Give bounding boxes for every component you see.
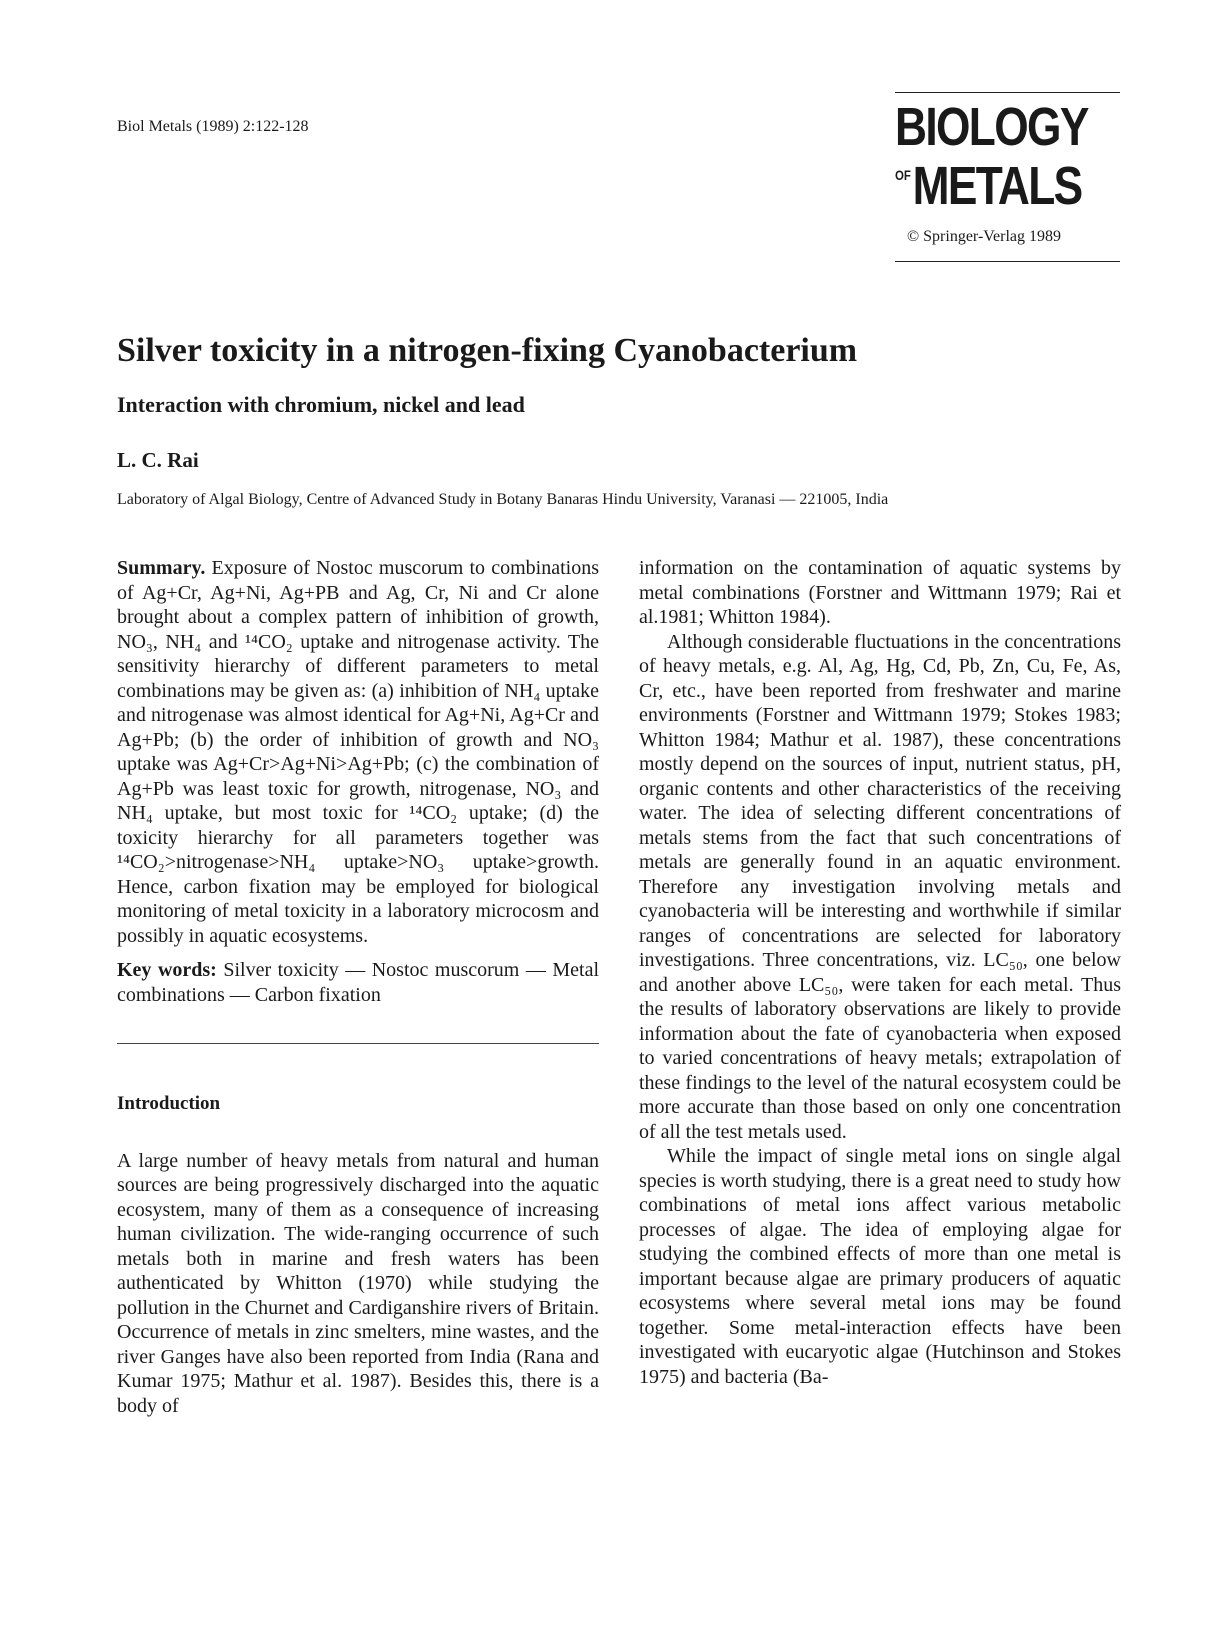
keywords-label: Key words: — [117, 959, 217, 981]
masthead-top-rule — [895, 92, 1120, 93]
keywords-text: Silver toxicity — Nostoc muscorum — Metal combinations — Carbon fixation — [117, 959, 599, 1006]
section-divider — [117, 1043, 599, 1044]
right-column — [639, 556, 1121, 1389]
left-column — [117, 556, 599, 1418]
journal-logo-of: OF — [895, 167, 911, 183]
journal-citation: Biol Metals (1989) 2:122-128 — [117, 118, 309, 135]
author-name: L. C. Rai — [117, 448, 199, 472]
author-affiliation: Laboratory of Algal Biology, Centre of Advanced Study in Botany Banaras Hindu University, Varanasi — 221005, India — [117, 491, 889, 508]
keywords-paragraph — [117, 958, 599, 1007]
article-subtitle: Interaction with chromium, nickel and lead — [117, 392, 525, 417]
introduction-paragraph-1: A large number of heavy metals from natural and human sources are being progressively discharged into the aquatic ecosystem, many of them as a consequence of increasing human civilization. The wide-ranging occurrence of such metals both in marine and fresh waters has been authenticated by Whitton (1970) while studying the pollution in the Churnet and Cardiganshire rivers of Britain. Occurrence of metals in zinc smelters, mine wastes, and the river Ganges have also been reported from India (Rana and Kumar 1975; Mathur et al. 1987). Besides this, there is a body of — [117, 1149, 599, 1417]
introduction-paragraph-2: Although considerable fluctuations in the concentrations of heavy metals, e.g. Al, Ag, Hg, Cd, Pb, Zn, Cu, Fe, As, Cr, etc., have been reported from freshwater and marine environments (Forstner and Wittmann 1979; Stokes 1983; Whitton 1984; Mathur et al. 1987), these concentrations mostly depend on the sources of input, nutrient status, pH, organic contents and other characteristics of the receiving water. The idea of selecting different concentrations of metals stems from the fact that such concentrations of metals are generally found in an aquatic environment. Therefore any investigation involving metals and cyanobacteria will be interesting and worthwhile if similar ranges of concentrations are selected for laboratory investigations. Three concentrations, viz. LC₅₀, one below and another above LC₅₀, were taken for each metal. Thus the results of laboratory observations are likely to provide information about the fate of cyanobacteria when exposed to varied concentrations of heavy metals; extrapolation of these findings to the level of the natural ecosystem could be more accurate than those based on only one concentration of all the test metals used. — [639, 630, 1121, 1143]
journal-logo-line2: METALS — [912, 156, 1082, 216]
masthead-bottom-rule — [895, 261, 1120, 262]
introduction-paragraph-1-continued: information on the contamination of aquatic systems by metal combinations (Forstner and Wittmann 1979; Rai et al.1981; Whitton 1984). — [639, 557, 1121, 628]
journal-masthead — [895, 92, 1120, 262]
article-title: Silver toxicity in a nitrogen-fixing Cyanobacterium — [117, 332, 858, 369]
summary-paragraph — [117, 556, 599, 948]
summary-text: Exposure of Nostoc muscorum to combinations of Ag+Cr, Ag+Ni, Ag+PB and Ag, Cr, Ni and Cr alone brought about a complex pattern of inhibition of growth, NO₃, NH₄ and ¹⁴CO₂ uptake and nitrogenase activity. The sensitivity hierarchy of different parameters to metal combinations may be given as: (a) inhibition of NH₄ uptake and nitrogenase was almost identical for Ag+Ni, Ag+Cr and Ag+Pb; (b) the order of inhibition of growth and NO₃ uptake was Ag+Cr>Ag+Ni>Ag+Pb; (c) the combination of Ag+Pb was least toxic for growth, nitrogenase, NO₃ and NH₄ uptake, but most toxic for ¹⁴CO₂ uptake; (d) the toxicity hierarchy for all parameters together was ¹⁴CO₂>nitrogenase>NH₄ uptake>NO₃ uptake>growth. Hence, carbon fixation may be employed for biological monitoring of metal toxicity in a laboratory microcosm and possibly in aquatic ecosystems. — [117, 557, 599, 947]
introduction-paragraph-3: While the impact of single metal ions on single algal species is worth studying, there is a great need to study how combinations of metal ions affect various metabolic processes of algae. The idea of employing algae for studying the combined effects of more than one metal is important because algae are primary producers of aquatic ecosystems where several metal ions may be found together. Some metal-interaction effects have been investigated with eucaryotic algae (Hutchinson and Stokes 1975) and bacteria (Ba- — [639, 1145, 1121, 1388]
summary-label: Summary. — [117, 557, 206, 579]
journal-logo-line1: BIOLOGY — [895, 97, 1088, 157]
copyright-notice: © Springer-Verlag 1989 — [907, 228, 1062, 245]
introduction-heading: Introduction — [117, 1093, 221, 1114]
journal-logo — [895, 97, 1088, 216]
